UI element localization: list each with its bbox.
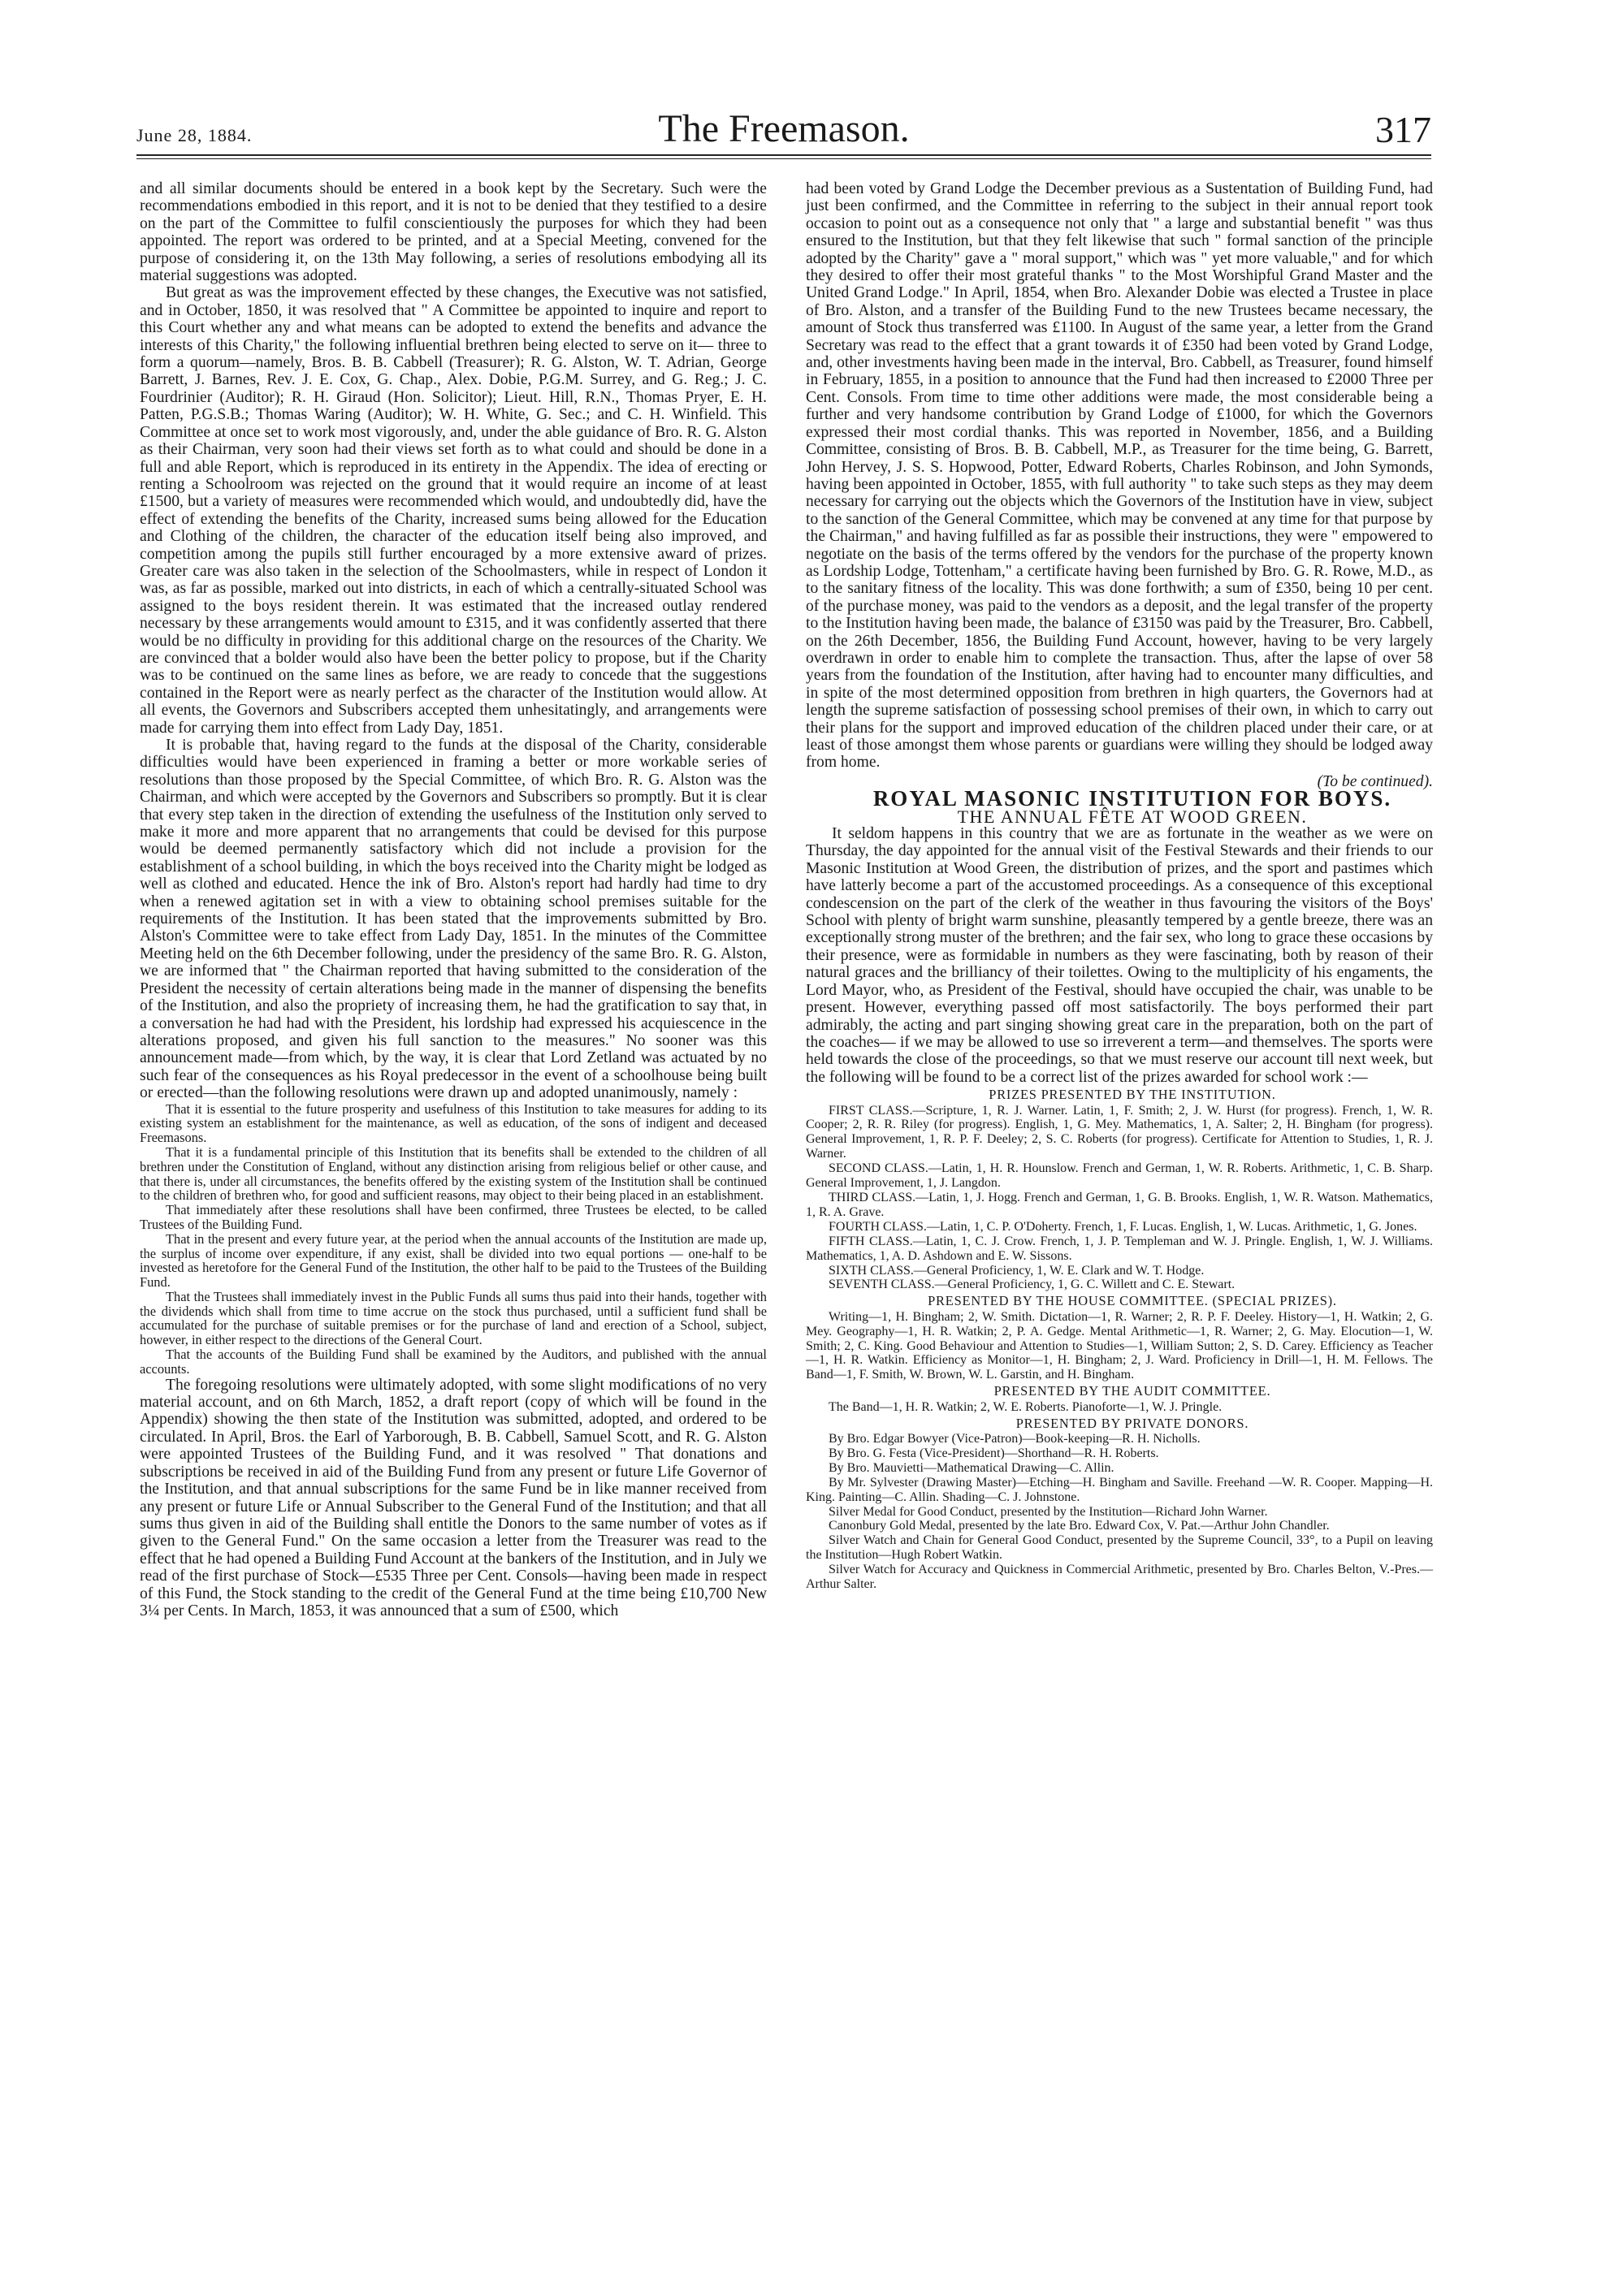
resolution-paragraph: That it is essential to the future prosperity and usefulness of this Institution to take measures for adding to its existing system an establishment for the maintenance, as well as education, of the sons of indigent and deceased Freemasons.: [140, 1100, 767, 1146]
right-column: [806, 180, 1433, 1592]
prize-list-entry: THIRD CLASS.—Latin, 1, J. Hogg. French and German, 1, G. B. Brooks. English, 1, W. R. Watson. Mathematics, 1, R. A. Grave.: [806, 1190, 1433, 1219]
prize-list-entry: SEVENTH CLASS.—General Proficiency, 1, G. C. Willett and C. E. Stewart.: [829, 1278, 1236, 1292]
prize-section-heading: PRIZES PRESENTED BY THE INSTITUTION.: [989, 1087, 1276, 1103]
prize-list-entry: FOURTH CLASS.—Latin, 1, C. P. O'Doherty. French, 1, F. Lucas. English, 1, W. Lucas. Arithmetic, 1, G. Jones.: [829, 1219, 1417, 1234]
article-paragraph: It is probable that, having regard to the funds at the disposal of the Charity, considerable difficulties would have been experienced in framing a better or more workable series of resolutions than those proposed by the Special Committee, of which Bro. R. G. Alston was the Chairman, and which were accepted by the Governors and Subscribers so promptly. But it is clear that every step taken in the direction of extending the usefulness of the Institution only served to make it more and more apparent that no arrangements that could be devised for this purpose would be deemed permanently satisfactory which did not include a provision for the establishment of a school building, in which the boys received into the Charity might be lodged as well as clothed and educated. Hence the ink of Bro. Alston's report had hardly had time to dry when a renewed agitation set in with a view to obtaining school premises suitable for the requirements of the Institution. It has been stated that the improvements submitted by Bro. Alston's Committee were to take effect from Lady Day, 1851. In the minutes of the Committee Meeting held on the 6th December following, under the presidency of the same Bro. R. G. Alston, we are informed that " the Chairman reported that having submitted to the consideration of the President the necessity of certain alterations being made in the manner of dispensing the benefits of the Institution, and also the propriety of increasing them, he had the gratification to say that, in a conversation he had had with the President, his lordship had expressed his acquiescence in the alterations proposed, and given his full sanction to the measures." No sooner was this announcement made—from which, by the way, it is clear that Lord Zetland was actuated by no such fear of the consequences as his Royal predecessor in the event of a schoolhouse being built or erected—than the following resolutions were drawn up and adopted unanimously, namely :: [140, 737, 767, 1102]
resolution-paragraph: That in the present and every future year, at the period when the annual accounts of the Institution are made up, the surplus of income over expenditure, if any exist, shall be divided into two equal portions — one-half to be invested as heretofore for the General Fund of the Institution, the other half to be paid to the Trustees of the Building Fund.: [140, 1230, 767, 1291]
prize-section-heading: PRESENTED BY THE AUDIT COMMITTEE.: [993, 1383, 1271, 1399]
prize-list-entry: FIFTH CLASS.—Latin, 1, C. J. Crow. French, 1, J. P. Templeman and W. J. Pringle. English, 1, W. J. Williams. Mathematics, 1, A. D. Ashdown and E. W. Sissons.: [806, 1234, 1433, 1263]
resolution-paragraph: That it is a fundamental principle of this Institution that its benefits shall be extended to the children of all brethren under the Constitution of England, without any distinction arising from religious belief or other cause, and that there is, under all circumstances, the benefits offered by the existing system of the Institution shall be continued to the children of brethren who, for good and sufficient reasons, may object to their being placed in an establishment.: [140, 1144, 767, 1204]
resolution-paragraph: That the Trustees shall immediately invest in the Public Funds all sums thus paid into their hands, together with the dividends which shall from time to time accrue on the stock thus purchased, until a sufficient fund shall be accumulated for the purchase of suitable premises or for the purchase of land and erection of a School, subject, however, in either respect to the directions of the General Court.: [140, 1288, 767, 1348]
article-paragraph: But great as was the improvement effected by these changes, the Executive was not satisfied, and in October, 1850, it was resolved that " A Committee be appointed to inquire and report to this Court whether any and what means can be adopted to extend the benefits and advance the interests of this Charity," the following influential brethren being elected to serve on it— three to form a quorum—namely, Bros. B. B. Cabbell (Treasurer); R. G. Alston, W. T. Adrian, George Barrett, J. Barnes, Rev. J. E. Cox, G. Chap., Alex. Dobie, P.G.M. Surrey, and G. Reg.; J. C. Fourdrinier (Auditor); R. H. Giraud (Hon. Solicitor); Lieut. Hill, R.N., Thomas Pryer, E. H. Patten, P.G.S.B.; Thomas Waring (Auditor); W. H. White, G. Sec.; and C. H. Winfield. This Committee at once set to work most vigorously, and, under the able guidance of Bro. R. G. Alston as their Chairman, very soon had their views set forth as to what could and should be done in a full and able Report, which is reproduced in its entirety in the Appendix. The idea of erecting or renting a Schoolroom was rejected on the ground that it would require an income of at least £1500, but a variety of measures were recommended which would, and undoubtedly did, have the effect of extending the benefits of the Charity, increased sums being allowed for the Education and Clothing of the children, the character of the education itself being also improved, and competition among the pupils still further encouraged by a more extensive award of prizes. Greater care was also taken in the selection of the Schoolmasters, while in respect of London it was, as far as possible, marked out into districts, in each of which a centrally-situated School was assigned to the boys resident therein. It was estimated that the increased outlay rendered necessary by these arrangements would amount to £315, and it was confidently asserted that there would be no difficulty in providing for this additional charge on the resources of the Charity. We are convinced that a bolder would also have been the better policy to propose, but if the Charity was to be continued on the same lines as before, we are ready to concede that the suggestions contained in the Report were as nearly perfect as the character of the Institution would allow. At all events, the Governors and Subscribers accepted them unhesitatingly, and arrangements were made for carrying them into effect from Lady Day, 1851.: [140, 284, 767, 737]
prize-section-heading: PRESENTED BY PRIVATE DONORS.: [1015, 1415, 1249, 1431]
prize-list-entry: Silver Watch for Accuracy and Quickness in Commercial Arithmetic, presented by Bro. Charles Belton, V.-Pres.—Arthur Salter.: [806, 1563, 1433, 1592]
prize-list-entry: SECOND CLASS.—Latin, 1, H. R. Hounslow. French and German, 1, W. R. Roberts. Arithmetic, 1, C. B. Sharp. General Improvement, 1, J. Langdon.: [806, 1161, 1433, 1191]
prize-list-entry: By Bro. G. Festa (Vice-President)—Shorthand—R. H. Roberts.: [829, 1446, 1159, 1460]
masthead: [136, 106, 1431, 151]
article-paragraph: had been voted by Grand Lodge the December previous as a Sustentation of Building Fund, had just been confirmed, and the Committee in referring to the subject in their annual report took occasion to point out as a consequence not only that " a large and substantial benefit " was thus ensured to the Institution, but that they felt likewise that such " formal sanction of the principle adopted by the Charity" gave a " moral support," which was " yet more valuable," and for which they desired to offer their most grateful thanks " to the Most Worshipful Grand Master and the United Grand Lodge." In April, 1854, when Bro. Alexander Dobie was elected a Trustee in place of Bro. Alston, and a transfer of the Building Fund to the new Trustees became necessary, the amount of Stock thus transferred was £1100. In August of the same year, a letter from the Grand Secretary was read to the effect that a grant towards it of £350 had been voted by Grand Lodge, and, other investments having been made in the interval, Bro. Cabbell, as Treasurer, found himself in February, 1855, in a position to announce that the Fund had then increased to £2000 Three per Cent. Consols. From time to time other additions were made, the most considerable being a further and very handsome contribution by Grand Lodge of £1000, for which the Governors expressed their most cordial thanks. This was reported in November, 1856, and a Building Committee, consisting of Bros. B. B. Cabbell, M.P., as Treasurer for the time being, G. Barrett, John Hervey, J. S. S. Hopwood, Potter, Edward Roberts, Charles Robinson, and John Symonds, having been appointed in October, 1855, with full authority " to take such steps as they may deem necessary for carrying out the objects which the Governors of the Institution have in view, subject to the sanction of the General Committee, which may be convened at any time for that purpose by the Chairman," and having fulfilled as far as possible their instructions, they were " empowered to negotiate on the basis of the terms offered by the vendors for the purchase of the property known as Lordship Lodge, Tottenham," a certificate having been furnished by Bro. G. R. Rowe, M.D., as to the sanitary fitness of the locality. This was done forthwith; a sum of £350, being 10 per cent. of the purchase money, was paid to the vendors as a deposit, and the legal transfer of the property to the Institution having been made, the balance of £3150 was paid by the Treasurer, Bro. Cabbell, on the 26th December, 1856, the Building Fund Account, however, having to be very largely overdrawn in order to enable him to complete the transaction. Thus, after the lapse of over 58 years from the foundation of the Institution, after having had to encounter many difficulties, and in spite of the most determined opposition from brethren in high quarters, the Governors had at length the supreme satisfaction of possessing school premises of their own, in which to carry out their plans for the support and improved education of the children placed under their care, or at least of those amongst them whose parents or guardians were willing they should be lodged away from home.: [806, 180, 1433, 772]
prize-list-entry: Writing—1, H. Bingham; 2, W. Smith. Dictation—1, R. Warner; 2, R. P. F. Deeley. History—1, H. Watkin; 2, G. Mey. Geography—1, H. R. Watkin; 2, P. A. Gedge. Mental Arithmetic—1, R. Warner; 2, G. May. Elocution—1, W. Smith; 2, C. King. Good Behaviour and Attention to Studies—1, William Sutton; 2, S. D. Carey. Efficiency as Teacher—1, H. R. Watkin. Efficiency as Monitor—1, H. Bingham; 2, J. Ward. Proficiency in Drill—1, H. M. Fellows. The Band—1, F. Smith, W. Brown, W. L. Garstin, and H. Bingham.: [806, 1309, 1433, 1382]
article-paragraph: The foregoing resolutions were ultimately adopted, with some slight modifications of no very material account, and on 6th March, 1852, a draft report (copy of which will be found in the Appendix) showing the then state of the Institution was submitted, adopted, and ordered to be circulated. In April, Bros. the Earl of Yarborough, B. B. Cabbell, Samuel Scott, and R. G. Alston were appointed Trustees of the Building Fund, and it was resolved " That donations and subscriptions be received in aid of the Building Fund from any present or future Life Governor of the Institution, and that annual subscriptions for the same Fund be in like manner received from any present or future Life or Annual Subscriber to the General Fund of the Institution; and that all sums thus given in aid of the Building shall entitle the Donors to the same number of votes as if given to the General Fund." On the same occasion a letter from the Treasurer was read to the effect that he had opened a Building Fund Account at the bankers of the Institution, and in July we read of the first purchase of Stock—£535 Three per Cent. Consols—having been made in respect of this Fund, the Stock standing to the credit of the General Fund at the time being £10,700 New 3¼ per Cents. In March, 1853, it was announced that a sum of £500, which: [140, 1376, 767, 1619]
prize-list-entry: By Bro. Edgar Bowyer (Vice-Patron)—Book-keeping—R. H. Nicholls.: [829, 1431, 1201, 1446]
prize-list-entry: The Band—1, H. R. Watkin; 2, W. E. Roberts. Pianoforte—1, W. J. Pringle.: [829, 1399, 1223, 1414]
article-subheadline: THE ANNUAL FÊTE AT WOOD GREEN.: [957, 806, 1308, 827]
prize-list-entry: FIRST CLASS.—Scripture, 1, R. J. Warner. Latin, 1, F. Smith; 2, J. W. Hurst (for progress). French, 1, W. R. Cooper; 2, R. R. Riley (for progress). English, 1, G. Mey. Mathematics, 1, A. Salter; 2, H. Bingham (for progress). General Improvement, 1, R. P. F. Deeley; 2, S. C. Roberts (for progress). Certificate for Attention to Studies, 1, R. J. Warner.: [806, 1103, 1433, 1161]
prize-list-entry: By Mr. Sylvester (Drawing Master)—Etching—H. Bingham and Saville. Freehand —W. R. Cooper. Mapping—H. King. Painting—C. Allin. Shading—C. J. Johnstone.: [806, 1475, 1433, 1504]
resolution-paragraph: That the accounts of the Building Fund shall be examined by the Auditors, and published with the annual accounts.: [140, 1347, 767, 1377]
to-be-continued-note: (To be continued).: [1317, 772, 1433, 790]
prize-list-entry: By Bro. Mauvietti—Mathematical Drawing—C. Allin.: [829, 1460, 1114, 1475]
prize-list-entry: SIXTH CLASS.—General Proficiency, 1, W. E. Clark and W. T. Hodge.: [829, 1263, 1205, 1278]
resolution-paragraph: That immediately after these resolutions shall have been confirmed, three Trustees be elected, to be called Trustees of the Building Fund.: [140, 1202, 767, 1232]
article-paragraph: and all similar documents should be entered in a book kept by the Secretary. Such were the recommendations embodied in this report, and it is not to be denied that they testified to a desire on the part of the Committee to fulfil conscientiously the purposes for which they had been appointed. The report was ordered to be printed, and at a Special Meeting, convened for the purpose of considering it, on the 13th May following, a series of resolutions embodying all its material suggestions was adopted.: [140, 180, 767, 285]
page-number: 317: [1375, 109, 1431, 150]
masthead-rule: [136, 154, 1431, 156]
prize-section-heading: PRESENTED BY THE HOUSE COMMITTEE. (SPECIAL PRIZES).: [928, 1293, 1337, 1309]
left-column: [140, 180, 767, 1619]
article-headline: ROYAL MASONIC INSTITUTION FOR BOYS.: [872, 786, 1392, 811]
prize-list-entry: Silver Watch and Chain for General Good Conduct, presented by the Supreme Council, 33°, to a Pupil on leaving the Institution—Hugh Robert Watkin.: [806, 1533, 1433, 1563]
prize-list-entry: Silver Medal for Good Conduct, presented by the Institution—Richard John Warner.: [829, 1504, 1268, 1519]
masthead-rule-thin: [136, 158, 1431, 159]
issue-date: June 28, 1884.: [136, 125, 253, 145]
prize-list-entry: Canonbury Gold Medal, presented by the late Bro. Edward Cox, V. Pat.—Arthur John Chandler.: [829, 1519, 1330, 1533]
publication-title: The Freemason.: [658, 107, 910, 150]
article-paragraph: It seldom happens in this country that we are as fortunate in the weather as we were on Thursday, the day appointed for the annual visit of the Festival Stewards and their friends to our Masonic Institution at Wood Green, the distribution of prizes, and the sport and pastimes which have latterly become a part of the accustomed proceedings. As a consequence of this exceptional condescension on the part of the clerk of the weather in thus favouring the visitors of the Boys' School with plenty of bright warm sunshine, pleasantly tempered by a gentle breeze, there was an exceptionally strong muster of the brethren; and the fair sex, who long to grace these occasions by their presence, were as formidable in numbers as they were fascinating, both by reason of their natural graces and the brilliancy of their toilettes. Owing to the multiplicity of his engaments, the Lord Mayor, who, as President of the Festival, should have occupied the chair, was unable to be present. However, everything passed off most satisfactorily. The boys performed their part admirably, the acting and part singing showing great care in the preparation, both on the part of the coaches— if we may be allowed to use so irreverent a term—and themselves. The sports were held towards the close of the proceedings, so that we must reserve our account till next week, but the following will be found to be a correct list of the prizes awarded for school work :—: [806, 825, 1433, 1086]
